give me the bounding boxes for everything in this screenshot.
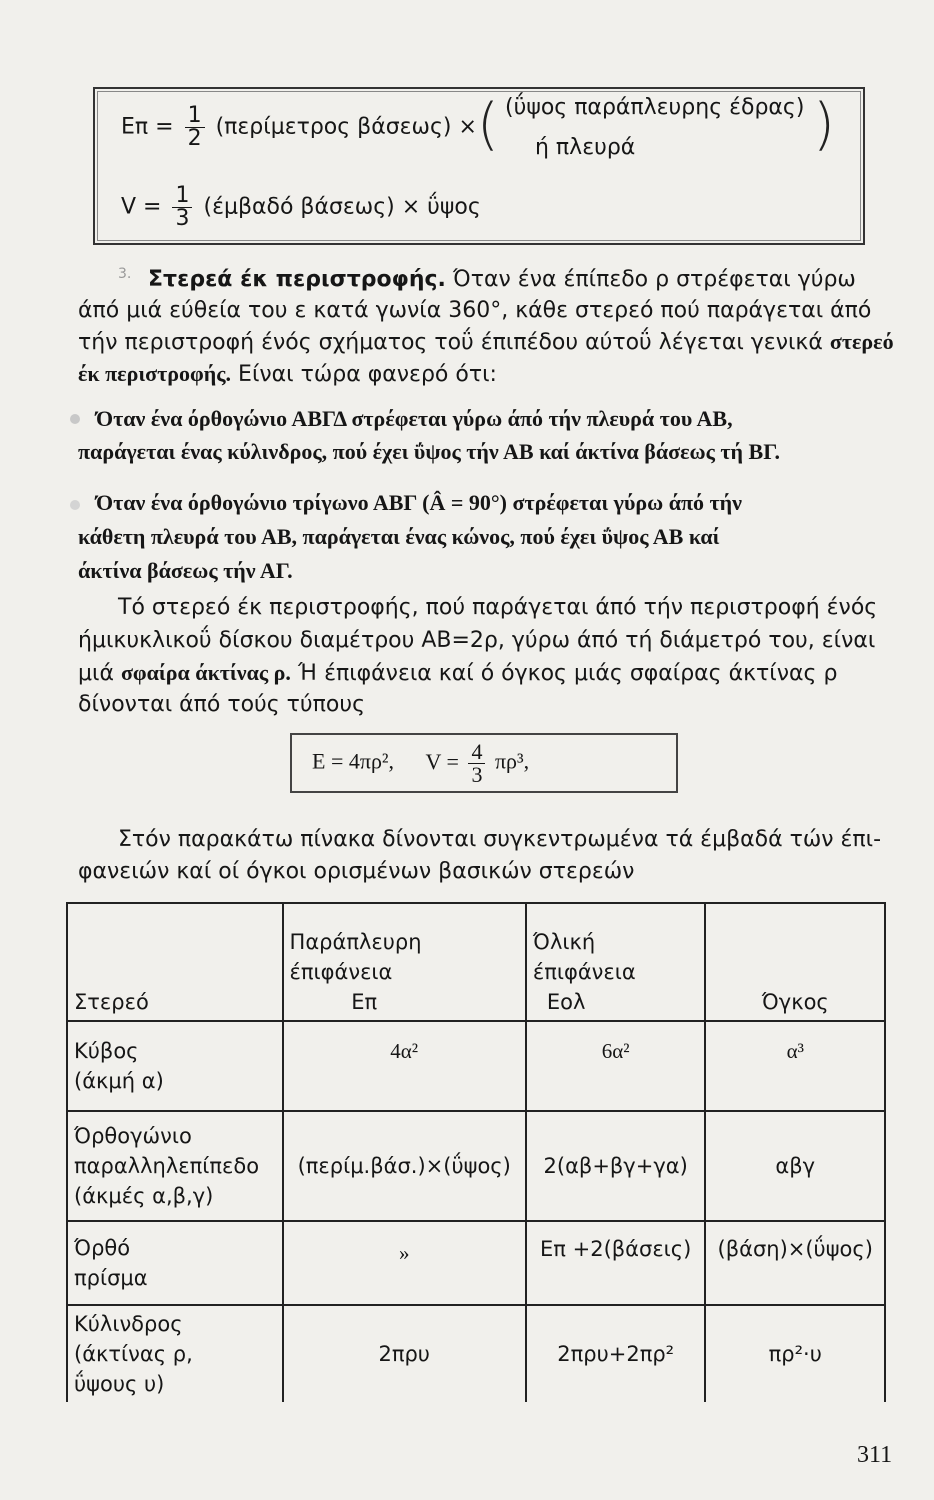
section-line3 [78,326,894,358]
sphere-line3-c: Ή έπιφάνεια καί ό όγκος μιάς σφαίρας άκτίνας ρ [297,661,838,686]
left-paren-big: ( [477,92,499,157]
cell-solid-line: (άκμές α,β,γ) [74,1184,214,1208]
cell-solid-line: (άκτίνας ρ, [74,1342,193,1366]
page-number: 311 [857,1442,893,1468]
sphere-line1: Τό στερεό έκ περιστροφής, πού παράγεται άπό τήν περιστροφή ένός [118,595,878,620]
cell-total: 6α² [526,1021,706,1111]
cell-total: 2(αβ+βγ+γα) [526,1111,706,1221]
formula-box-sphere [290,733,678,793]
cell-solid-line: ΰψους υ) [74,1372,165,1396]
sphere-line2: ήμικυκλικοΰ δίσκου διαμέτρου ΑΒ=2ρ, γύρω άπό τή διάμετρό του, είναι [78,628,876,653]
sphere-volume-lhs: V = [425,748,459,774]
cell-solid [67,1221,283,1305]
header-lateral-line1: Παράπλευρη [289,930,422,954]
fraction-denominator: 3 [172,207,192,230]
section-title-line [118,264,884,295]
section-line2: άπό μιά εύθεία του ε κατά γωνία 360°, κάθε στερεό πού παράγεται άπό [78,298,872,323]
lateral-area-lhs: Eπ = [121,114,174,140]
bullet-cylinder-line1: Όταν ένα όρθογώνιο ΑΒΓΔ στρέφεται γύρω άπό τήν πλευρά του ΑΒ, [96,406,733,431]
cell-solid-line: πρίσμα [74,1266,148,1290]
sphere-volume-rhs: πρ³, [494,748,530,774]
bullet-cylinder [78,402,781,468]
bullet-cone-line3: άκτίνα βάσεως τήν ΑΓ. [78,558,293,583]
cell-lateral: 2πρυ [283,1305,526,1402]
sphere-line3 [78,657,884,689]
fraction-four-thirds [468,741,485,786]
bullet-cone [78,486,743,588]
fraction-numerator: 4 [471,739,483,764]
bullet-cone-line1-a: Όταν ένα όρθογώνιο τρίγωνο ΑΒΓ ( [96,490,430,515]
sphere-line4: δίνονται άπό τούς τύπους [78,692,365,717]
term-of-revolution: έκ περιστροφής. [78,361,232,386]
cell-lateral: (περίμ.βάσ.)×(ΰψος) [283,1111,526,1221]
section-line4-text: Είναι τώρα φανερό ότι: [238,362,497,387]
bullet-dot [70,500,80,510]
lateral-area-text: (περίμετρος βάσεως) × [215,114,477,140]
bullet-cone-line1 [96,486,742,520]
table-header-row [67,903,885,1021]
right-paren-big: ) [813,92,835,157]
table-row [67,1111,885,1221]
section-title: Στερεά έκ περιστροφής. [148,267,446,292]
sphere-formulas [312,741,529,786]
header-lateral-line2: έπιφάνεια [289,960,393,984]
fraction-denominator: 2 [185,127,205,150]
term-sphere-radius: σφαίρα άκτίνας ρ. [120,660,291,685]
bullet-cylinder-line2: παράγεται ένας κύλινδρος, πού έχει ΰψος τήν ΑΒ καί άκτίνα βάσεως τή ΒΓ. [78,439,781,464]
fraction-numerator: 1 [175,183,190,208]
cell-solid [67,1021,283,1111]
angle-a-equals-90: Â = 90° [429,490,500,515]
cell-volume: πρ²·υ [705,1305,885,1402]
solids-table [66,902,886,1402]
fraction-denominator: 3 [468,763,485,786]
volume-formula [121,185,481,230]
header-total [526,903,706,1021]
cell-total: Eπ +2(βάσεις) [526,1221,706,1305]
header-solid-text: Στερεό [74,990,149,1014]
cell-solid-line: Κύβος [74,1039,139,1063]
cell-lateral: » [283,1221,526,1305]
header-total-line1: Όλική [532,930,596,954]
cell-solid [67,1305,283,1402]
header-volume [705,903,885,1021]
volume-lhs: V = [121,194,162,220]
table-intro-line2: φανειών καί οί όγκοι ορισμένων βασικών στερεών [78,859,635,884]
header-total-symbol: Eολ [546,990,586,1014]
cell-solid-line: Όρθό [74,1236,131,1260]
term-solid: στερεό [829,329,894,354]
cell-solid-line: παραλληλεπίπεδο [74,1154,260,1178]
section-number: 3. [118,266,132,282]
lateral-area-formula [121,105,477,150]
bullet-dot [70,414,80,424]
fraction-numerator: 1 [187,103,202,128]
header-lateral-symbol: Eπ [351,990,378,1014]
table-intro-line1: Στόν παρακάτω πίνακα δίνονται συγκεντρωμένα τά έμβαδά τών έπι- [118,827,882,852]
table-row [67,1021,885,1111]
cell-volume: (βάση)×(ΰψος) [705,1221,885,1305]
cell-solid-line: Κύλινδρος [74,1312,183,1336]
table-row [67,1221,885,1305]
cell-solid-line: (άκμή α) [74,1069,164,1093]
fraction-one-half [185,105,205,150]
sphere-area-formula: E = 4πρ², [312,748,395,774]
header-lateral [283,903,526,1021]
cell-solid-line: Όρθογώνιο [74,1124,192,1148]
cell-solid [67,1111,283,1221]
section-line3-text: τήν περιστροφή ένός σχήματος τοΰ έπιπέδου αύτοΰ λέγεται γενικά [78,330,823,355]
option-edge: ή πλευρά [535,135,636,160]
fraction-one-third [172,185,192,230]
cell-lateral: 4α² [283,1021,526,1111]
option-slant-height: (ΰψος παράπλευρης έδρας) [505,95,805,120]
table-row [67,1305,885,1402]
header-total-line2: έπιφάνεια [532,960,636,984]
cell-total: 2πρυ+2πρ² [526,1305,706,1402]
cell-volume: α³ [705,1021,885,1111]
bullet-cone-line1-b: ) στρέφεται γύρω άπό τήν [499,490,743,515]
bullet-cone-line2: κάθετη πλευρά του ΑΒ, παράγεται ένας κώνος, πού έχει ΰψος ΑΒ καί [78,524,720,549]
section-line1-rest: Όταν ένα έπίπεδο ρ στρέφεται γύρω [452,267,856,292]
header-volume-text: Όγκος [761,990,829,1014]
formula-box-pyramid [93,87,865,245]
volume-text: (έμβαδό βάσεως) × ΰψος [203,194,481,220]
cell-volume: αβγ [705,1111,885,1221]
section-line4 [78,358,884,390]
sphere-line3-a: μιά [78,661,114,686]
header-solid [67,903,283,1021]
